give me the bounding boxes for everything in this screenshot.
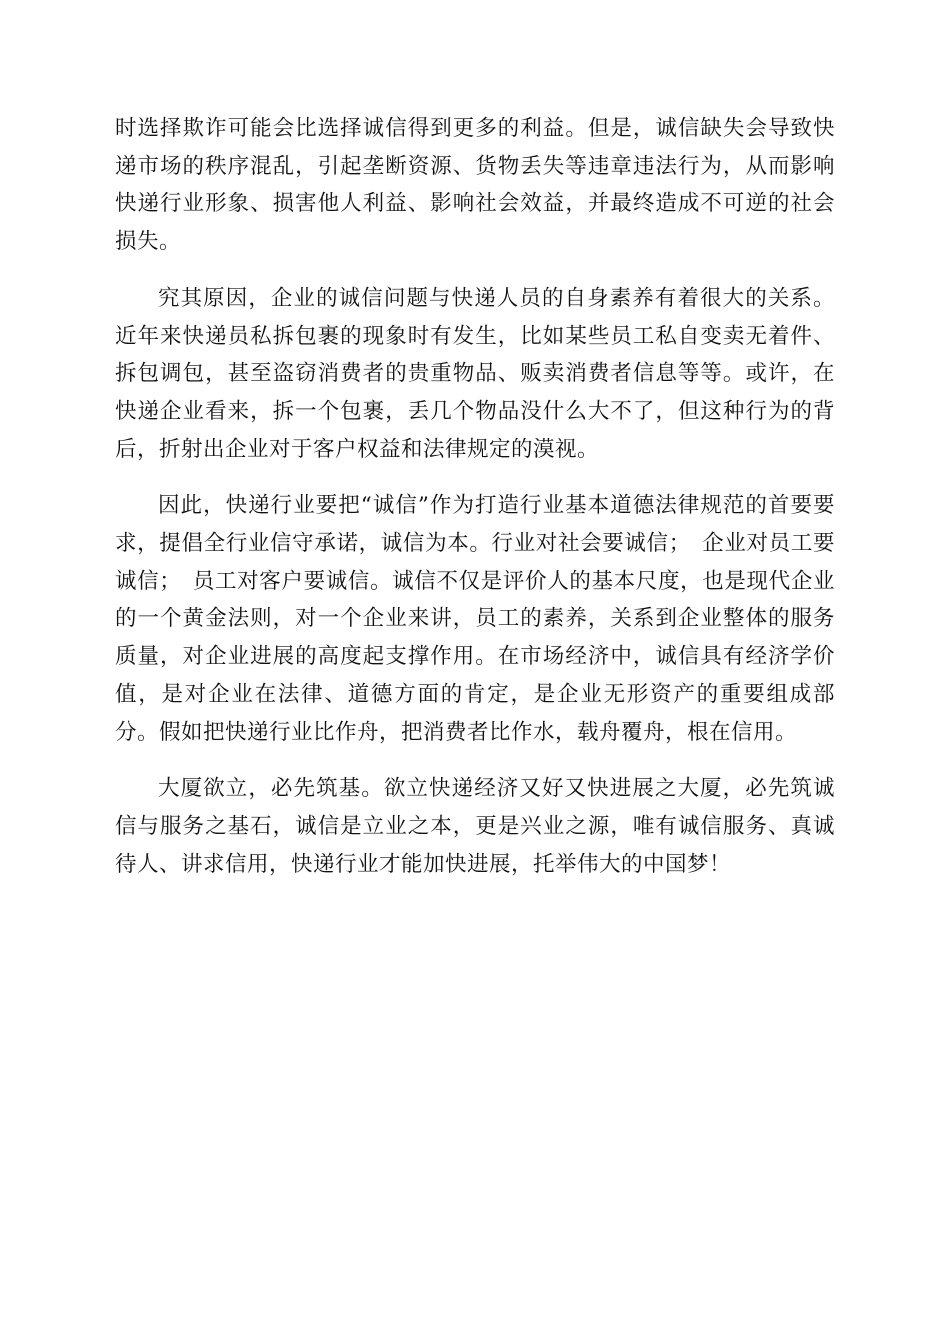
paragraph-conclusion: 大厦欲立，必先筑基。欲立快递经济又好又快进展之大厦，必先筑诚信与服务之基石，诚信是立业之本，更是兴业之源，唯有诚信服务、真诚待人、讲求信用，快递行业才能加快进展，托举伟大的中国梦！ — [115, 776, 835, 877]
paragraph-integrity-requirements: 因此，快递行业要把“诚信”作为打造行业基本道德法律规范的首要要求，提倡全行业信守承诺，诚信为本。行业对社会要诚信； 企业对员工要诚信； 员工对客户要诚信。诚信不仅是评价人的基本尺度，也是现代企业的一个黄金法则，对一个企业来讲，员工的素养，关系到企业整体的服务质量，对企业进展的高度起支撑作用。在市场经济中，诚信具有经济学价值，是对企业在法律、道德方面的肯定，是企业无形资产的重要组成部分。假如把快递行业比作舟，把消费者比作水，载舟覆舟，根在信用。 — [115, 493, 835, 745]
paragraph-causes: 究其原因，企业的诚信问题与快递人员的自身素养有着很大的关系。近年来快递员私拆包裹的现象时有发生，比如某些员工私自变卖无着件、拆包调包，甚至盗窃消费者的贵重物品、贩卖消费者信息等等。或许，在快递企业看来，拆一个包裹，丢几个物品没什么大不了，但这种行为的背后，折射出企业对于客户权益和法律规定的漠视。 — [115, 285, 835, 462]
document-body — [115, 110, 835, 902]
paragraph-continued: 时选择欺诈可能会比选择诚信得到更多的利益。但是，诚信缺失会导致快递市场的秩序混乱，引起垄断资源、货物丢失等违章违法行为，从而影响快递行业形象、损害他人利益、影响社会效益，并最终造成不可逆的社会损失。 — [115, 116, 835, 255]
